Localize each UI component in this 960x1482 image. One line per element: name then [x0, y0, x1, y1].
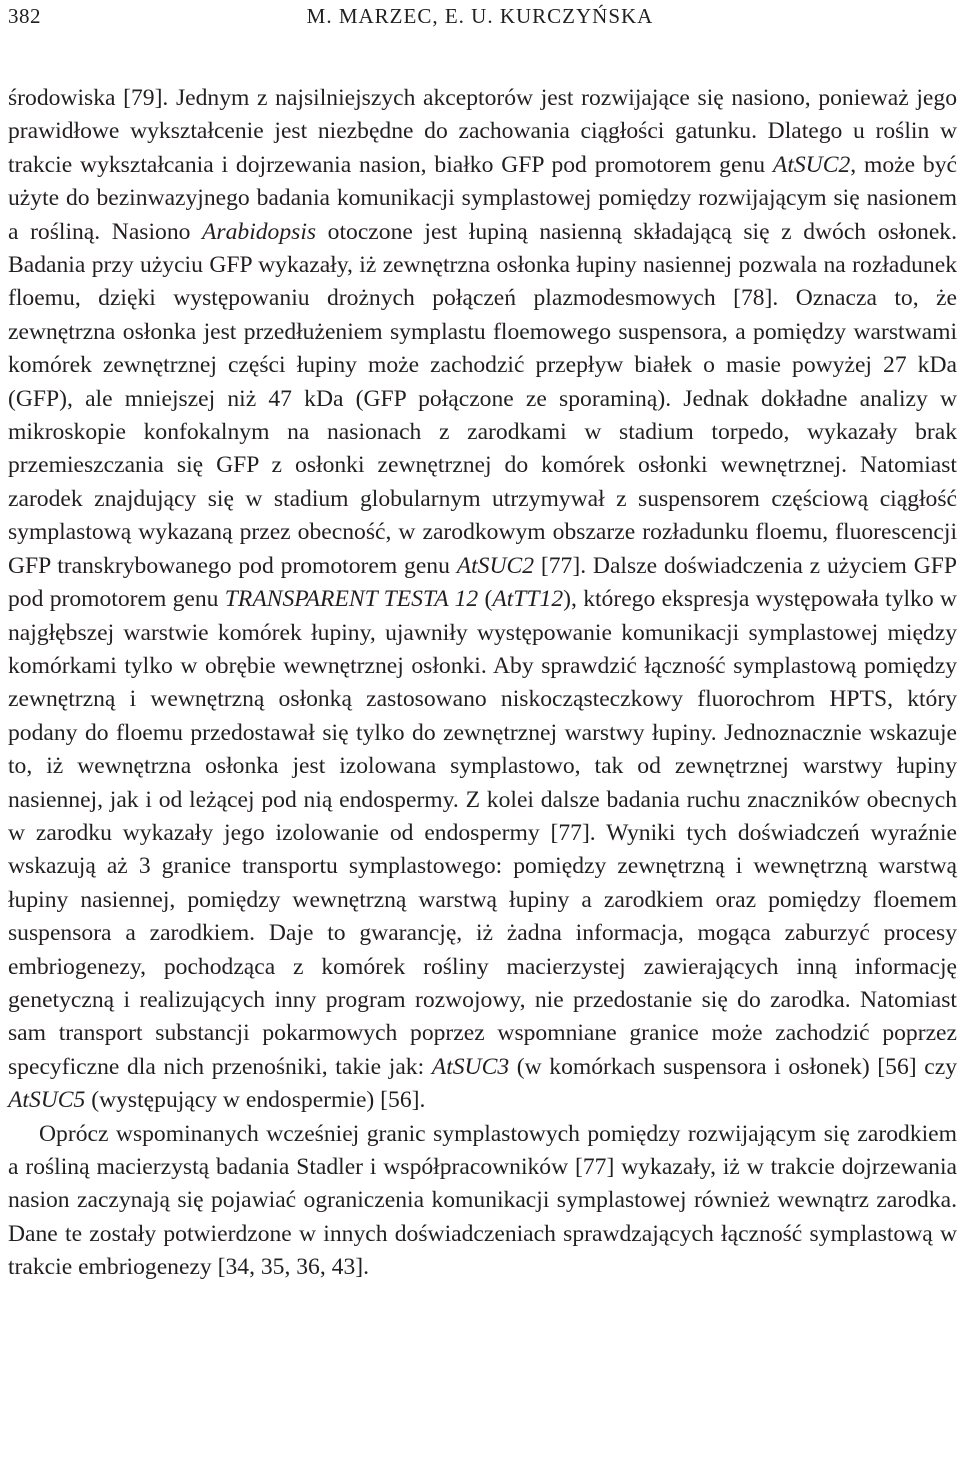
text-run: (występujący w endospermie) [56].	[85, 1087, 426, 1114]
text-run: (w komórkach suspensora i osłonek) [56] czy	[509, 1053, 957, 1080]
text-run: [77]. Dalsze doświadczenia z użyciem GFP pod promotorem genu	[8, 552, 957, 613]
italic-term: AtSUC5	[8, 1087, 86, 1114]
paragraph	[8, 82, 957, 1118]
page-number: 382	[8, 4, 41, 28]
text-run: otoczone jest łupiną nasienną składającą się z dwóch osłonek. Badania przy użyciu GFP wykazały, iż zewnętrzna osłonka łupiny nasiennej pozwala na rozładunek floemu, dzięki występowaniu drożnych połączeń plazmodesmowych [78]. Oznacza to, że zewnętrzna osłonka jest przedłużeniem symplastu floemowego suspensora, a pomiędzy warstwami komórek zewnętrznej części łupiny może zachodzić przepływ białek o masie powyżej 27 kDa (GFP), ale mniejszej niż 47 kDa (GFP połączone ze sporaminą). Jednak dokładne analizy w mikroskopie konfokalnym na nasionach z zarodkami w stadium torpedo, wykazały brak przemieszczania się GFP z osłonki zewnętrznej do komórek osłonki wewnętrznej. Natomiast zarodek znajdujący się w stadium globularnym utrzymywał z suspensorem częściową ciągłość symplastową wykazaną przez obecność, w zarodkowym obszarze rozładunku floemu, fluorescencji GFP transkrybowanego pod promotorem genu	[8, 218, 957, 579]
page-header	[8, 2, 952, 32]
italic-term: Arabidopsis	[202, 218, 317, 245]
text-run: , może być użyte do bezinwazyjnego badania komunikacji symplastowej pomiędzy rozwijającym się nasionem a rośliną. Nasiono	[8, 151, 958, 245]
paragraph	[8, 1118, 957, 1285]
text-run: (	[478, 586, 493, 613]
running-head: M. MARZEC, E. U. KURCZYŃSKA	[306, 4, 654, 28]
text-run: ), którego ekspresja występowała tylko w najgłębszej warstwie komórek łupiny, ujawniły występowanie komunikacji symplastowej między komórkami tylko w obrębie wewnętrznej osłonki. Aby sprawdzić łączność symplastową pomiędzy zewnętrzną i wewnętrzną osłonką zastosowano niskocząsteczkowy fluorochrom HPTS, który podany do floemu przedostawał się tylko do zewnętrznej warstwy łupiny. Jednoznacznie wskazuje to, iż wewnętrzna osłonka jest izolowana symplastowo, tak od zewnętrznej warstwy łupiny nasiennej, jak i od leżącej pod nią endospermy. Z kolei dalsze badania ruchu znaczników obecnych w zarodku wykazały jego izolowanie od endospermy [77]. Wyniki tych doświadczeń wyraźnie wskazują aż 3 granice transportu symplastowego: pomiędzy zewnętrzną i wewnętrzną warstwą łupiny nasiennej, pomiędzy wewnętrzną warstwą łupiny a zarodkiem oraz pomiędzy floemem suspensora a zarodkiem. Daje to gwarancję, iż żadna informacja, mogąca zaburzyć procesy embriogenezy, pochodząca z komórek rośliny macierzystej zawierających inną informację genetyczną i realizujących inny program rozwojowy, nie przedostanie się do zarodka. Natomiast sam transport substancji pokarmowych poprzez wspomniane granice może zachodzić poprzez specyficzne dla nich przenośniki, takie jak:	[8, 586, 957, 1080]
italic-term: AtSUC3	[431, 1053, 510, 1080]
text-run: środowiska [79]. Jednym z najsilniejszych akceptorów jest rozwijające się nasiono, ponieważ jego prawidłowe wykształcenie jest niezbędne do zachowania ciągłości gatunku. Dlatego u roślin w trakcie wykształcania i dojrzewania nasion, białko GFP pod promotorem genu	[8, 85, 957, 178]
body-text	[8, 82, 957, 1285]
italic-term: AtSUC2	[772, 151, 851, 178]
italic-term: AtSUC2	[456, 552, 535, 579]
text-run: Oprócz wspominanych wcześniej granic symplastowych pomiędzy rozwijającym się zarodkiem a rośliną macierzystą badania Stadler i współpracowników [77] wykazały, iż w trakcie dojrzewania nasion zaczynają się pojawiać ograniczenia komunikacji symplastowej również wewnątrz zarodka. Dane te zostały potwierdzone w innych doświadczeniach sprawdzających łączność symplastową w trakcie embriogenezy [34, 35, 36, 43].	[8, 1120, 957, 1281]
italic-term: AtTT12	[492, 586, 564, 613]
italic-term: TRANSPARENT TESTA 12	[224, 586, 479, 613]
